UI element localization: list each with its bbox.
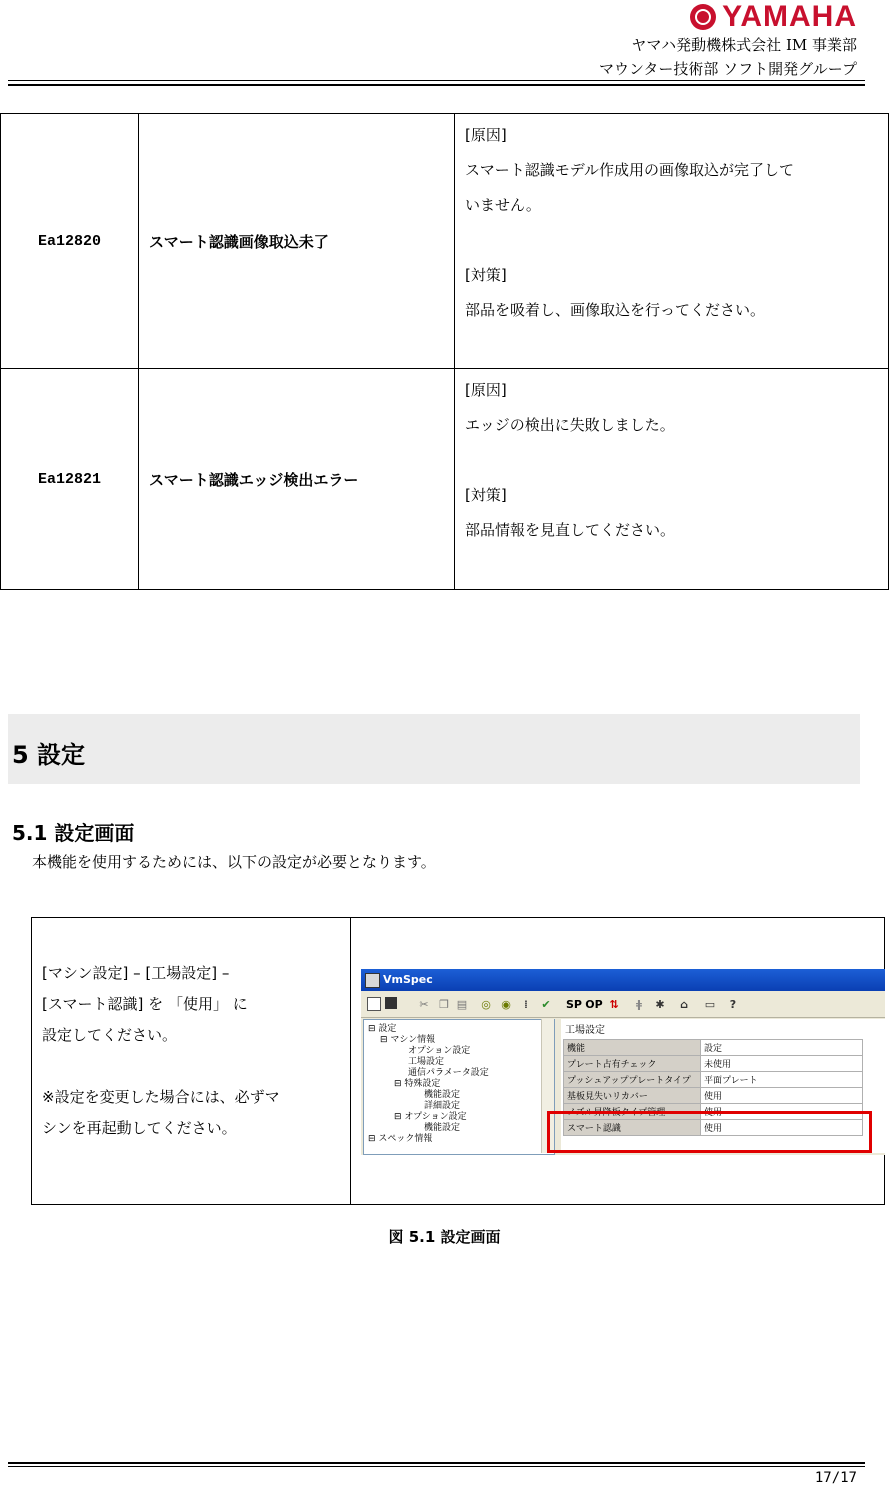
help-icon[interactable]: ?	[729, 998, 737, 1011]
tree-item[interactable]: ⊟ オプション設定	[394, 1112, 467, 1122]
grid-header: 機能 設定	[564, 1040, 863, 1056]
yamaha-logo	[690, 2, 857, 32]
app-icon	[365, 973, 380, 988]
wrench-icon[interactable]: ǂ	[636, 998, 642, 1011]
grid-row[interactable]: スマート認識 使用	[564, 1120, 863, 1136]
copy-icon[interactable]: ❐	[439, 998, 449, 1011]
window-titlebar	[361, 969, 885, 991]
tree-item[interactable]: 機能設定	[424, 1090, 461, 1100]
error-code: Ea12821	[1, 369, 139, 590]
header-rule-thick	[8, 84, 865, 86]
footer-rule	[8, 1466, 865, 1467]
error-name: スマート認識画像取込未了	[139, 114, 455, 369]
grid-row[interactable]: プレート占有チェック 未使用	[564, 1056, 863, 1072]
machine-icon[interactable]: ⌂	[680, 998, 688, 1011]
error-code: Ea12820	[1, 114, 139, 369]
tools-icon[interactable]: ✱	[655, 998, 665, 1011]
transfer-icon[interactable]: ⇅	[609, 998, 619, 1011]
tree-item[interactable]: ⊟ 設定	[368, 1024, 397, 1034]
tree-item[interactable]: ⊟ 特殊設定	[394, 1079, 441, 1089]
tree-item[interactable]: 機能設定	[424, 1123, 461, 1133]
grid-row[interactable]: ノズル昇降板タイプ管理 使用	[564, 1104, 863, 1120]
tree-item[interactable]: 工場設定	[408, 1057, 445, 1067]
measure-line: 部品を吸着し、画像取込を行ってください。	[465, 301, 766, 319]
tree-item[interactable]: 通信パラメータ設定	[408, 1068, 489, 1078]
tree-item[interactable]: 詳細設定	[424, 1101, 461, 1111]
cause-line: スマート認識モデル作成用の画像取込が完了して	[465, 161, 794, 179]
error-name: スマート認識エッジ検出エラー	[139, 369, 455, 590]
tree-item[interactable]: ⊟ マシン情報	[380, 1035, 436, 1045]
tuning-fork-emblem-icon	[690, 4, 716, 30]
cut-icon[interactable]: ✂	[419, 998, 429, 1011]
tree-item[interactable]: オプション設定	[408, 1046, 471, 1056]
cause-label: [原因]	[465, 126, 507, 144]
cause-line: エッジの検出に失敗しました。	[465, 416, 675, 434]
company-name: ヤマハ発動機株式会社 IM 事業部	[631, 36, 857, 54]
target-icon[interactable]: ◎	[481, 998, 491, 1011]
department-name: マウンター技術部 ソフト開発グループ	[599, 60, 857, 78]
new-file-icon[interactable]	[367, 997, 381, 1011]
settings-table-divider	[350, 917, 351, 1205]
grid-row[interactable]: プッシュアッププレートタイプ 平面プレート	[564, 1072, 863, 1088]
page-number: 17/17	[814, 1470, 857, 1486]
cause-line: いません。	[465, 196, 541, 214]
window-title: VmSpec	[383, 973, 433, 986]
error-table	[0, 113, 889, 590]
section-title: 5 設定	[12, 741, 86, 769]
paste-icon[interactable]: ▤	[456, 998, 468, 1011]
instruction-line: 設定してください。	[42, 1026, 178, 1044]
measure-label: [対策]	[465, 486, 507, 504]
settings-instructions	[42, 958, 347, 1144]
logo-text: YAMAHA	[722, 0, 857, 33]
sp-button[interactable]: SP	[566, 998, 582, 1011]
instruction-line: ※設定を変更した場合には、必ずマ	[42, 1088, 280, 1106]
table-row	[1, 114, 889, 369]
toolbar	[361, 993, 885, 1018]
grid-title: 工場設定	[565, 1025, 605, 1036]
instruction-line: [マシン設定] – [工場設定] –	[42, 964, 230, 982]
op-button[interactable]: OP	[585, 998, 603, 1011]
grid-icon[interactable]: ⁞	[523, 998, 529, 1011]
header-rule	[8, 80, 865, 81]
intro-text: 本機能を使用するためには、以下の設定が必要となります。	[32, 853, 436, 871]
tree-item[interactable]: ⊟ スペック情報	[368, 1134, 433, 1144]
footer-rule-thick	[8, 1462, 865, 1464]
check-icon[interactable]: ✔	[541, 998, 551, 1011]
section-heading-band	[8, 714, 860, 784]
instruction-line: シンを再起動してください。	[42, 1119, 237, 1137]
error-description	[455, 114, 889, 369]
save-icon[interactable]	[385, 997, 397, 1009]
subsection-title: 5.1 設定画面	[12, 821, 135, 845]
keyboard-icon[interactable]: ▭	[704, 998, 716, 1011]
settings-tree	[363, 1019, 555, 1155]
error-description	[455, 369, 889, 590]
measure-label: [対策]	[465, 266, 507, 284]
target-add-icon[interactable]: ◉	[501, 998, 511, 1011]
highlight-box	[547, 1111, 872, 1153]
figure-caption: 図 5.1 設定画面	[388, 1228, 501, 1246]
cause-label: [原因]	[465, 381, 507, 399]
instruction-line: [スマート認識] を 「使用」 に	[42, 995, 248, 1013]
grid-row[interactable]: 基板見失いリカバー 使用	[564, 1088, 863, 1104]
measure-line: 部品情報を見直してください。	[465, 521, 676, 539]
table-row	[1, 369, 889, 590]
